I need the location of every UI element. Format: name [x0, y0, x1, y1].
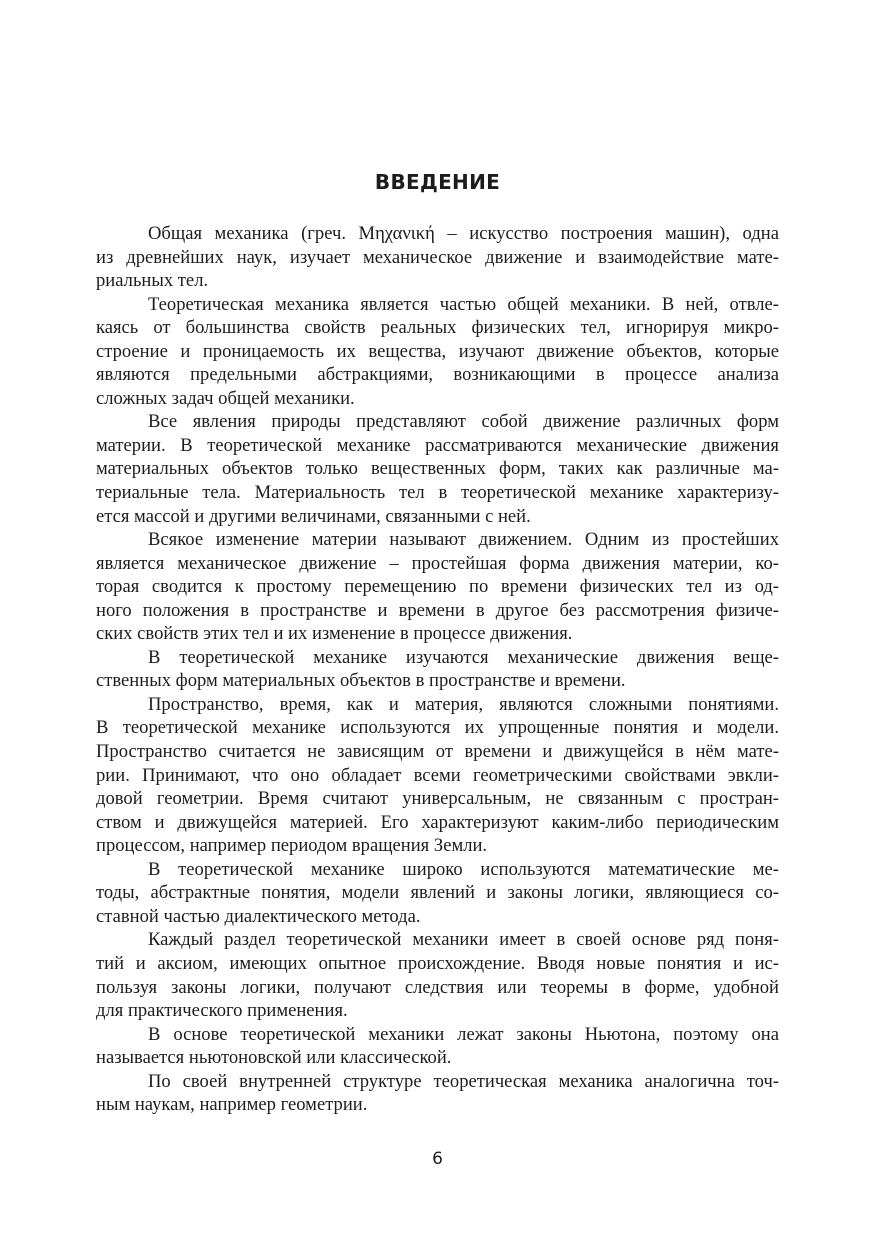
paragraph-line: торая сводится к простому перемещению по времени физических тел из од- [96, 576, 779, 598]
paragraph-line: материальных объектов только вещественных форм, таких как различные ма- [96, 458, 779, 480]
paragraph-line: В теоретической механике широко используются математические ме- [148, 858, 779, 880]
paragraph [96, 1070, 779, 1117]
paragraph-line: тий и аксиом, имеющих опытное происхождение. Вводя новые понятия и ис- [96, 952, 779, 974]
paragraph-line: ских свойств этих тел и их изменение в процессе движения. [96, 623, 573, 645]
paragraph-line: довой геометрии. Время считают универсальным, не связанным с простран- [96, 788, 779, 810]
paragraph-line: называется ньютоновской или классической. [96, 1047, 452, 1069]
paragraph-line: ственных форм материальных объектов в пространстве и времени. [96, 670, 626, 692]
paragraph-line: для практического применения. [96, 1000, 348, 1022]
paragraph-line: ется массой и другими величинами, связанными с ней. [96, 505, 531, 527]
paragraph-line: строение и проницаемость их вещества, изучают движение объектов, которые [96, 340, 779, 362]
paragraph [96, 293, 779, 411]
paragraph [96, 410, 779, 528]
paragraph-line: В основе теоретической механики лежат законы Ньютона, поэтому она [148, 1023, 779, 1045]
paragraph-line: ного положения в пространстве и времени в другое без рассмотрения физиче- [96, 599, 779, 621]
paragraph [96, 693, 779, 858]
paragraph-line: Всякое изменение материи называют движением. Одним из простейших [148, 529, 779, 551]
paragraph-line: ставной частью диалектического метода. [96, 905, 421, 927]
paragraph-line: Пространство считается не зависящим от времени и движущейся в нём мате- [96, 741, 779, 763]
paragraph-line: является механическое движение – простейшая форма движения материи, ко- [96, 552, 779, 574]
paragraph-line: сложных задач общей механики. [96, 387, 355, 409]
page-number: 6 [432, 1149, 443, 1169]
paragraph-line: териальные тела. Материальность тел в теоретической механике характеризу- [96, 482, 779, 504]
paragraph-line: Каждый раздел теоретической механики имеет в своей основе ряд поня- [148, 929, 779, 951]
paragraph-line: из древнейших наук, изучает механическое движение и взаимодействие мате- [96, 246, 779, 268]
paragraph-line: ством и движущейся материей. Его характеризуют каким-либо периодическим [96, 811, 779, 833]
paragraph-line: процессом, например периодом вращения Земли. [96, 835, 488, 857]
paragraph-line: риальных тел. [96, 270, 209, 292]
paragraph-line: Общая механика (греч. Μηχανική – искусство построения машин), одна [148, 223, 779, 244]
page-title: ВВЕДЕНИЕ [374, 170, 501, 194]
paragraph [96, 646, 779, 693]
paragraph-line: ным наукам, например геометрии. [96, 1094, 368, 1116]
paragraph-line: каясь от большинства свойств реальных физических тел, игнорируя микро- [96, 317, 779, 339]
paragraph [96, 858, 779, 929]
paragraph-line: Все явления природы представляют собой движение различных форм [148, 411, 779, 433]
paragraph-line: В теоретической механике используются их упрощенные понятия и модели. [96, 717, 779, 739]
paragraph-line: В теоретической механике изучаются механические движения веще- [148, 646, 779, 668]
paragraph-line: рии. Принимают, что оно обладает всеми геометрическими свойствами эвкли- [96, 764, 779, 786]
paragraph-line: Теоретическая механика является частью общей механики. В ней, отвле- [148, 293, 779, 315]
paragraph [96, 222, 779, 293]
body-text [96, 222, 779, 1117]
paragraph-line: пользуя законы логики, получают следствия или теоремы в форме, удобной [96, 976, 779, 998]
paragraph [96, 528, 779, 646]
paragraph-line: материи. В теоретической механике рассматриваются механические движения [96, 434, 779, 456]
paragraph [96, 1023, 779, 1070]
paragraph-line: Пространство, время, как и материя, являются сложными понятиями. [148, 693, 779, 715]
paragraph-line: являются предельными абстракциями, возникающими в процессе анализа [96, 364, 779, 386]
paragraph-line: тоды, абстрактные понятия, модели явлений и законы логики, являющиеся со- [96, 882, 779, 904]
paragraph-line: По своей внутренней структуре теоретическая механика аналогична точ- [148, 1070, 779, 1092]
paragraph [96, 928, 779, 1022]
